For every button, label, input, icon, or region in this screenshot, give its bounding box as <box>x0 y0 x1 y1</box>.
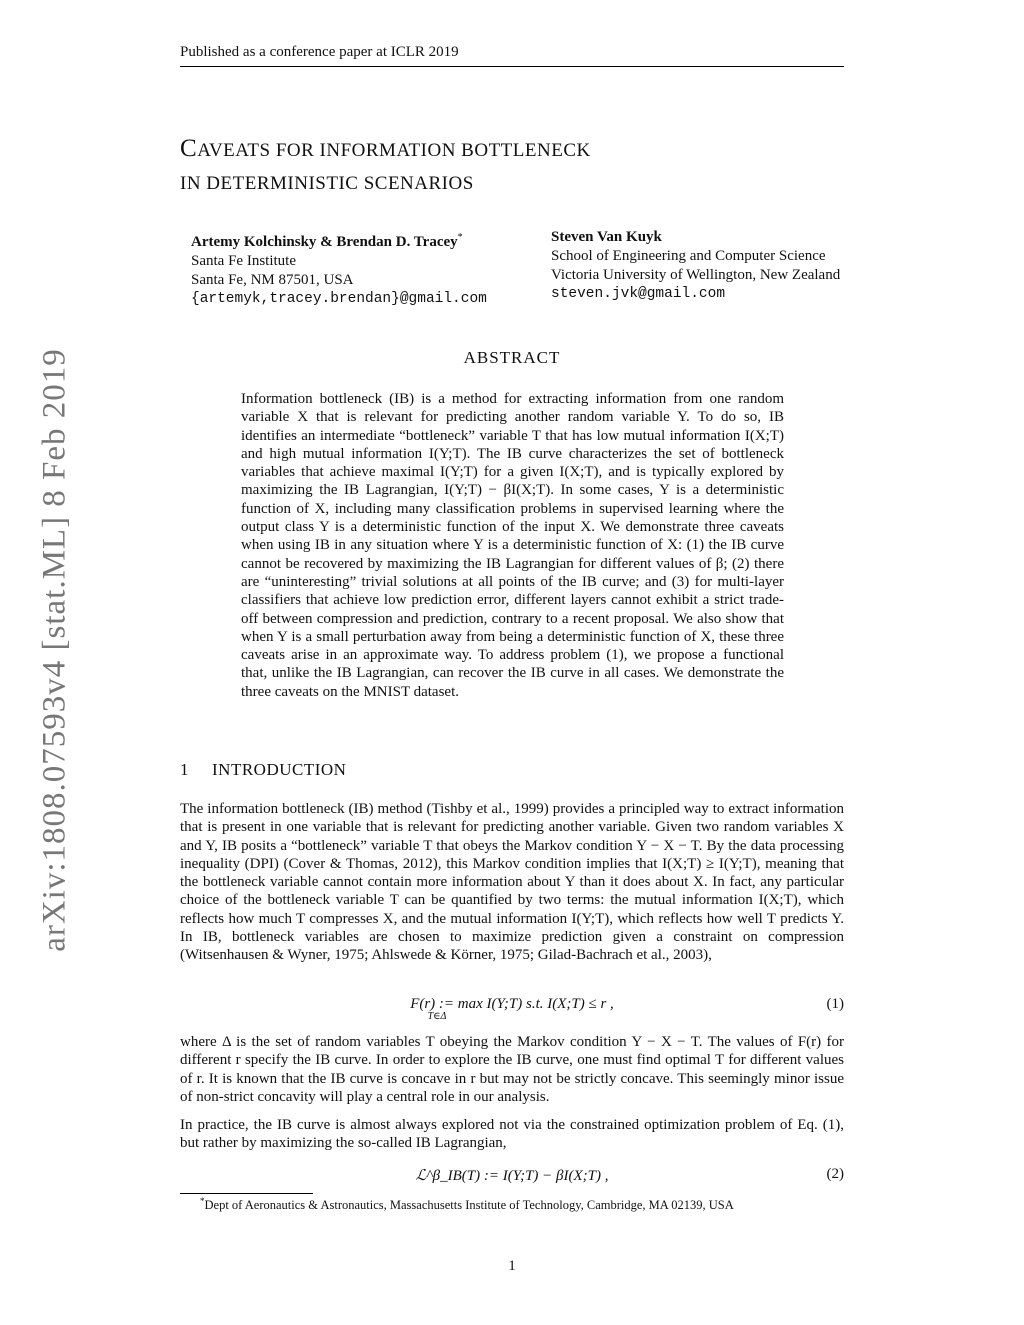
footnote-text: Dept of Aeronautics & Astronautics, Massachusetts Institute of Technology, Cambridge, MA 02139, USA <box>204 1198 734 1213</box>
equation-1-number: (1) <box>826 996 844 1012</box>
section-number: 1 <box>180 760 189 779</box>
intro-paragraph-1: The information bottleneck (IB) method (Tishby et al., 1999) provides a principled way to extract information that is present in one variable that is relevant for predicting another variable. Given two random variables X and Y, IB posits a “bottleneck” variable T that obeys the Markov condition Y − X − T. By the data processing inequality (DPI) (Cover & Thomas, 2012), this Markov condition implies that I(X;T) ≥ I(Y;T), meaning that the bottleneck variable cannot contain more information about Y than it does about X. In fact, any particular choice of the bottleneck variable T can be quantified by two terms: the mutual information I(X;T), which reflects how much T compresses X, and the mutual information I(Y;T), which reflects how well T predicts Y. In IB, bottleneck variables are chosen to maximize prediction given a constraint on compression (Witsenhausen & Wyner, 1975; Ahlswede & Körner, 1975; Gilad-Bachrach et al., 2003), <box>180 801 844 964</box>
section-title: INTRODUCTION <box>212 760 347 779</box>
arxiv-sidebar-stamp: arXiv:1808.07593v4 [stat.ML] 8 Feb 2019 <box>36 348 73 952</box>
author-name-right: Steven Van Kuyk <box>551 229 662 245</box>
equation-2-body: ℒ^β_IB(T) := I(Y;T) − βI(X;T) , <box>415 1168 609 1184</box>
title-line-2: IN DETERMINISTIC SCENARIOS <box>180 173 474 194</box>
title-line-1-rest: AVEATS FOR INFORMATION BOTTLENECK <box>197 140 591 161</box>
intro-paragraph-2: where Δ is the set of random variables T obeying the Markov condition Y − X − T. The values of F(r) for different r specify the IB curve. In order to explore the IB curve, one must find optimal T for different values of r. It is known that the IB curve is concave in r but may not be strictly concave. This seemingly minor issue of non-strict concavity will play a central role in our analysis. <box>180 1034 844 1105</box>
running-header: Published as a conference paper at ICLR 2019 <box>180 44 459 60</box>
paper-title <box>180 132 591 200</box>
author-names-text: Artemy Kolchinsky & Brendan D. Tracey <box>191 234 458 250</box>
equation-1 <box>180 996 844 1026</box>
abstract-text: Information bottleneck (IB) is a method for extracting information from one random variable X that is relevant for predicting another random variable Y. To do so, IB identifies an intermediate “bottleneck” variable T that has low mutual information I(X;T) and high mutual information I(Y;T). The IB curve characterizes the set of bottleneck variables that achieve maximal I(Y;T) for a given I(X;T), and is typically explored by maximizing the IB Lagrangian, I(Y;T) − βI(X;T). In some cases, Y is a deterministic function of X, including many classification problems in supervised learning where the output class Y is a deterministic function of the input X. We demonstrate three caveats when using IB in any situation where Y is a deterministic function of X: (1) the IB curve cannot be recovered by maximizing the IB Lagrangian for different values of β; (2) there are “uninteresting” trivial solutions at all points of the IB curve; and (3) for multi-layer classifiers that achieve low prediction error, different layers cannot exhibit a strict trade-off between compression and prediction, contrary to a recent proposal. We also show that when Y is a small perturbation away from being a deterministic function of X, these three caveats arise in an approximate way. To address problem (1), we propose a functional that, unlike the IB Lagrangian, can recover the IB curve in all cases. We demonstrate the three caveats on the MNIST dataset. <box>241 391 784 700</box>
address-left: Santa Fe, NM 87501, USA <box>191 272 354 288</box>
equation-1-subscript: T∈Δ <box>427 1011 447 1022</box>
title-initial: C <box>180 135 198 162</box>
author-footnote-mark: * <box>457 232 463 243</box>
footnote-mark: * <box>200 1196 205 1206</box>
intro-paragraph-3: In practice, the IB curve is almost always explored not via the constrained optimization problem of Eq. (1), but rather by maximizing the so-called IB Lagrangian, <box>180 1117 844 1152</box>
email-right[interactable]: steven.jvk@gmail.com <box>551 286 726 302</box>
author-names-left <box>191 228 487 252</box>
abstract-heading: ABSTRACT <box>463 348 561 367</box>
author-block-left <box>191 228 487 309</box>
page-number: 1 <box>508 1258 516 1274</box>
author-block-right <box>551 228 840 304</box>
title-line-1 <box>180 132 591 167</box>
email-left[interactable]: {artemyk,tracey.brendan}@gmail.com <box>191 291 487 307</box>
affiliation-left: Santa Fe Institute <box>191 253 296 269</box>
equation-2 <box>180 1166 844 1188</box>
affiliation-right: School of Engineering and Computer Science <box>551 248 826 264</box>
address-right: Victoria University of Wellington, New Zealand <box>551 267 841 283</box>
section-heading-introduction <box>180 760 346 780</box>
equation-1-body: F(r) := max I(Y;T) s.t. I(X;T) ≤ r , <box>410 996 614 1012</box>
equation-2-number: (2) <box>826 1166 844 1182</box>
footnote <box>200 1196 734 1213</box>
header-rule <box>180 66 844 67</box>
footnote-rule <box>180 1193 313 1194</box>
